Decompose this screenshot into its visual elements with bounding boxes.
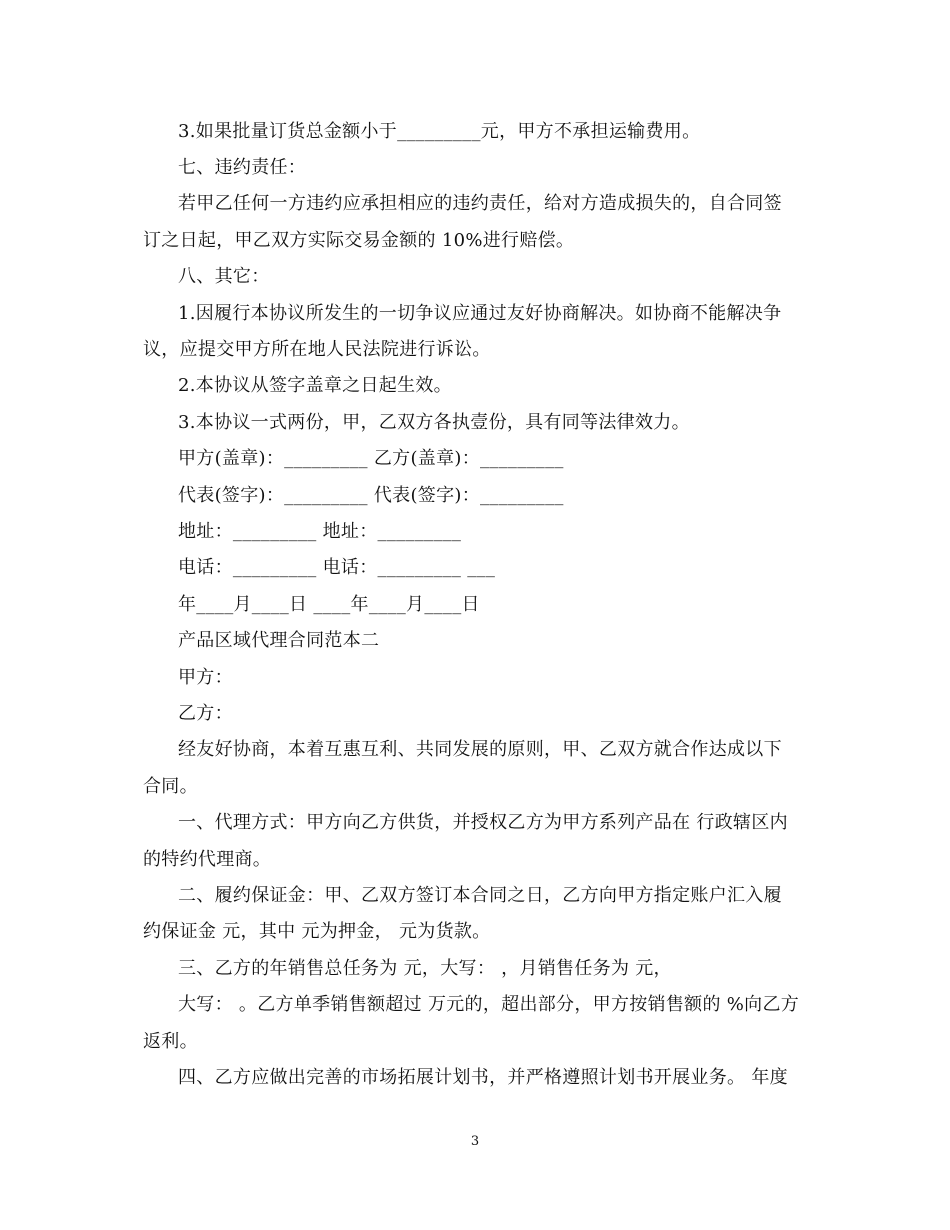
clause-7-3-text: 3.如果批量订货总金额小于_________元，甲方不承担运输费用。	[178, 121, 701, 142]
paragraph-line: 1.因履行本协议所发生的一切争议应通过友好协商解决。如协商不能解决争	[178, 303, 782, 324]
paragraph-line: 3.本协议一式两份，甲，乙双方各执壹份，具有同等法律效力。	[178, 412, 690, 433]
party-b-label: 乙方：	[178, 703, 233, 724]
paragraph-line: 四、乙方应做出完善的市场拓展计划书，并严格遵照计划书开展业务。 年度	[178, 1067, 788, 1088]
paragraph-line: 2.本协议从签字盖章之日起生效。	[178, 375, 452, 396]
section-heading-other: 八、其它：	[178, 266, 270, 287]
signature-field-addresses: 地址：_________ 地址：_________	[178, 521, 462, 542]
paragraph-line: 订之日起，甲乙双方实际交易金额的 10%进行赔偿。	[143, 230, 575, 251]
paragraph-line: 约保证金 元，其中 元为押金， 元为货款。	[143, 921, 491, 942]
paragraph-line: 的特约代理商。	[143, 849, 272, 870]
signature-field-party-seals: 甲方(盖章)：_________ 乙方(盖章)：_________	[178, 448, 564, 469]
paragraph-line: 大写： 。乙方单季销售额超过 万元的，超出部分，甲方按销售额的 %向乙方	[178, 994, 800, 1015]
paragraph-line: 若甲乙任何一方违约应承担相应的违约责任，给对方造成损失的，自合同签	[178, 193, 782, 214]
paragraph-line: 合同。	[143, 776, 198, 797]
party-a-label: 甲方：	[178, 667, 233, 688]
document-subtitle: 产品区域代理合同范本二	[178, 630, 380, 651]
page-number: 3	[470, 1134, 480, 1149]
section-heading-breach: 七、违约责任：	[178, 157, 307, 178]
paragraph-line: 三、乙方的年销售总任务为 元，大写： ，月销售任务为 元，	[178, 958, 672, 979]
signature-field-representatives: 代表(签字)：_________ 代表(签字)：_________	[178, 485, 564, 506]
paragraph-line: 经友好协商，本着互惠互利、共同发展的原则，甲、乙双方就合作达成以下	[178, 739, 782, 760]
signature-field-phones: 电话：_________ 电话：_________ ___	[178, 557, 496, 578]
signature-field-dates: 年____月____日 ____年____月____日	[178, 594, 480, 615]
paragraph-line: 二、履约保证金：甲、乙双方签订本合同之日，乙方向甲方指定账户汇入履	[178, 885, 782, 906]
paragraph-line: 一、代理方式：甲方向乙方供货，并授权乙方为甲方系列产品在 行政辖区内	[178, 812, 788, 833]
paragraph-line: 议，应提交甲方所在地人民法院进行诉讼。	[143, 339, 491, 360]
paragraph-line: 返利。	[143, 1031, 198, 1052]
